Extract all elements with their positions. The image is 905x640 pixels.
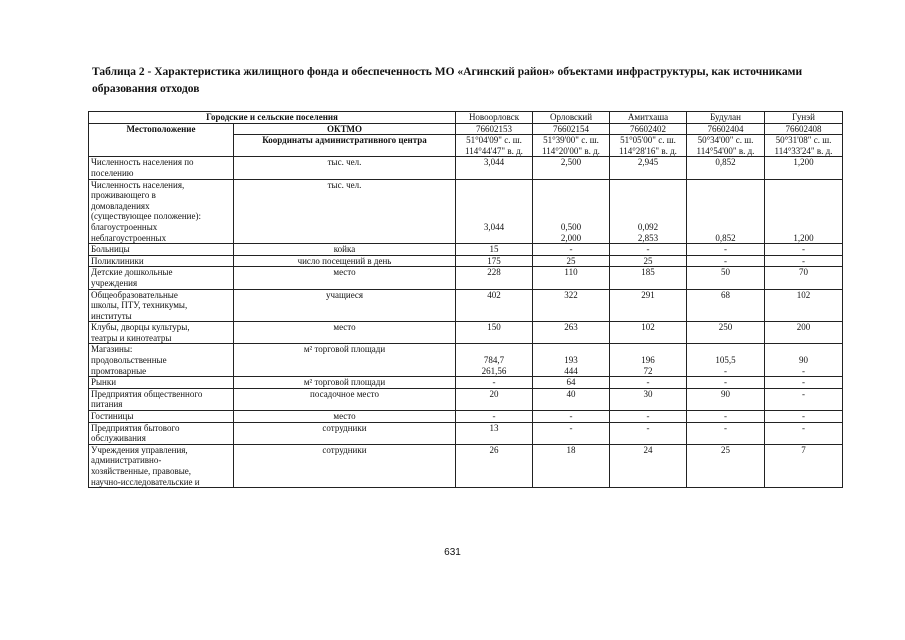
indicator-name	[89, 289, 234, 322]
value: 185	[641, 267, 655, 278]
value-cell	[610, 444, 687, 487]
value	[458, 211, 530, 222]
oktmo-code: 76602408	[765, 123, 843, 135]
value: -	[724, 244, 727, 255]
unit-cell: место	[234, 322, 456, 344]
value-cell	[533, 377, 610, 389]
value	[535, 201, 607, 212]
value: 24	[643, 444, 653, 455]
value-cell	[610, 377, 687, 389]
indicator-line: Поликлиники	[91, 255, 144, 266]
value: 444	[564, 365, 578, 376]
indicator-line: проживающего в	[91, 190, 156, 201]
value: 20	[489, 388, 499, 399]
value-cell	[456, 289, 533, 322]
unit-cell: посадочное место	[234, 388, 456, 410]
value-cell	[610, 411, 687, 423]
value: -	[724, 422, 727, 433]
value-cell	[765, 344, 843, 377]
value: -	[569, 411, 573, 422]
settlement-name: Будулан	[687, 112, 765, 124]
value	[458, 180, 530, 191]
settlement-name: Новоорловск	[456, 112, 533, 124]
value-cell	[610, 157, 687, 179]
indicator-line: Общеобразовательные	[91, 289, 178, 300]
longitude: 114°28'16" в. д.	[619, 145, 677, 156]
table-title: Таблица 2 - Характеристика жилищного фонда и обеспеченность МО «Агинский район» объектами инфраструктуры, как источниками образования отходов	[92, 66, 803, 95]
value: 261,56	[481, 365, 507, 376]
value	[767, 201, 840, 212]
value: 15	[489, 244, 499, 255]
value-cell	[610, 422, 687, 444]
value	[689, 344, 762, 355]
value-cell	[687, 157, 765, 179]
value: 2,945	[637, 157, 659, 168]
value: 90	[799, 355, 808, 366]
longitude: 114°33'24" в. д.	[774, 145, 833, 156]
indicator-name	[89, 267, 234, 289]
indicator-line: учреждения	[91, 277, 138, 288]
value-cell	[610, 244, 687, 256]
value-cell	[533, 255, 610, 267]
indicator-line: институты	[91, 310, 132, 321]
value: -	[724, 365, 727, 376]
value-cell	[765, 255, 843, 267]
table-row	[89, 344, 843, 377]
indicator-line: Численность населения по	[91, 157, 194, 168]
oktmo-code: 76602402	[610, 123, 687, 135]
value: 30	[643, 388, 653, 399]
value: 0,852	[715, 232, 736, 243]
indicator-name	[89, 444, 234, 487]
value: -	[646, 422, 650, 433]
coords-cell	[765, 135, 843, 157]
unit-cell: число посещений в день	[234, 255, 456, 267]
value: 64	[566, 377, 576, 388]
indicator-line: школы, ПТУ, техникумы,	[91, 300, 188, 311]
value: -	[646, 377, 650, 388]
settlement-name: Орловский	[533, 112, 610, 124]
value-cell	[765, 322, 843, 344]
value	[612, 180, 684, 191]
indicator-name	[89, 388, 234, 410]
value	[458, 190, 530, 201]
value-cell	[687, 344, 765, 377]
indicator-name	[89, 244, 234, 256]
indicator-line: Численность населения,	[91, 179, 185, 190]
indicator-line: домовладениях	[91, 200, 150, 211]
value-cell	[687, 422, 765, 444]
value: 2,000	[560, 232, 582, 243]
unit-cell: тыс. чел.	[234, 179, 456, 244]
value: 0,092	[637, 221, 659, 232]
value	[535, 211, 607, 222]
indicator-line: хозяйственные, правовые,	[91, 466, 192, 476]
value-cell	[765, 388, 843, 410]
unit-cell: м² торговой площади	[234, 344, 456, 377]
indicator-line: Предприятия бытового	[91, 422, 180, 433]
value: -	[569, 422, 573, 433]
value: 105,5	[715, 355, 736, 366]
oktmo-code: 76602154	[533, 123, 610, 135]
value: 18	[566, 444, 576, 455]
value: 291	[641, 289, 655, 300]
table-row	[89, 411, 843, 423]
value-cell	[765, 157, 843, 179]
coords-header: Координаты административного центра	[234, 135, 456, 157]
header-row-names	[89, 112, 843, 124]
value: 13	[489, 422, 499, 433]
oktmo-header: ОКТМО	[234, 123, 456, 135]
value	[535, 180, 607, 191]
value-cell	[456, 179, 533, 244]
value-cell	[610, 322, 687, 344]
value: 0,852	[715, 157, 736, 168]
value	[767, 222, 840, 233]
value-cell	[765, 267, 843, 289]
unit-cell: койка	[234, 244, 456, 256]
value: 175	[487, 255, 501, 266]
latitude: 51°39'00" с. ш.	[543, 135, 599, 146]
value: 228	[487, 267, 501, 278]
value-cell	[610, 255, 687, 267]
indicator-line: Рынки	[91, 377, 117, 388]
settlement-name: Гунэй	[765, 112, 843, 124]
indicator-name	[89, 422, 234, 444]
value-cell	[610, 179, 687, 244]
value-cell	[765, 244, 843, 256]
latitude: 50°31'08" с. ш.	[775, 135, 832, 146]
value: 68	[721, 289, 730, 300]
value-cell	[687, 179, 765, 244]
value: 40	[566, 388, 576, 399]
value	[612, 344, 684, 355]
oktmo-code: 76602153	[456, 123, 533, 135]
value-cell	[456, 377, 533, 389]
table-row	[89, 422, 843, 444]
value-cell	[687, 267, 765, 289]
table-row	[89, 377, 843, 389]
value-cell	[456, 411, 533, 423]
value: -	[802, 422, 805, 433]
value-cell	[765, 411, 843, 423]
value	[689, 201, 762, 212]
value-cell	[687, 322, 765, 344]
settlement-name: Амитхаша	[610, 112, 687, 124]
value: 110	[564, 267, 578, 278]
indicator-name	[89, 377, 234, 389]
value-cell	[456, 255, 533, 267]
value-cell	[456, 157, 533, 179]
value: 3,044	[483, 157, 505, 168]
value	[612, 211, 684, 222]
coords-cell	[610, 135, 687, 157]
value: -	[802, 365, 805, 376]
value	[612, 190, 684, 201]
value-cell	[533, 289, 610, 322]
indicator-line: промтоварные	[91, 365, 147, 376]
value-cell	[765, 289, 843, 322]
value-cell	[765, 422, 843, 444]
settlements-header: Городские и сельские поселения	[89, 112, 456, 124]
oktmo-code: 76602404	[687, 123, 765, 135]
value-cell	[533, 157, 610, 179]
indicator-line: неблагоустроенных	[91, 232, 167, 243]
value-cell	[687, 411, 765, 423]
value-cell	[456, 388, 533, 410]
value: 1,200	[793, 157, 814, 168]
value-cell	[765, 377, 843, 389]
longitude: 114°44'47" в. д.	[465, 145, 523, 156]
value: 402	[487, 289, 501, 300]
value	[458, 344, 530, 355]
value-cell	[610, 267, 687, 289]
value-cell	[687, 255, 765, 267]
value	[689, 190, 762, 201]
value: 25	[721, 444, 730, 455]
indicator-line: благоустроенных	[91, 221, 158, 232]
value-cell	[456, 322, 533, 344]
value-cell	[610, 289, 687, 322]
value-cell	[533, 388, 610, 410]
indicator-line: Гостиницы	[91, 411, 134, 422]
table-row	[89, 322, 843, 344]
value: 200	[796, 322, 811, 333]
indicator-line: научно-исследовательские и	[91, 476, 200, 487]
table-row	[89, 179, 843, 244]
value	[458, 233, 530, 244]
table-row	[89, 267, 843, 289]
unit-cell: сотрудники	[234, 444, 456, 487]
value-cell	[687, 289, 765, 322]
table-row	[89, 244, 843, 256]
value-cell	[765, 444, 843, 487]
value: -	[802, 244, 805, 255]
indicator-line: поселению	[91, 167, 134, 178]
value: 50	[721, 267, 730, 278]
value-cell	[610, 388, 687, 410]
value	[767, 180, 840, 191]
value: 2,853	[637, 232, 659, 243]
value-cell	[687, 388, 765, 410]
value	[767, 211, 840, 222]
value-cell	[765, 179, 843, 244]
value-cell	[533, 322, 610, 344]
value: 25	[566, 255, 576, 266]
latitude: 51°04'09" с. ш.	[466, 135, 522, 146]
value: -	[802, 388, 805, 399]
table-row	[89, 388, 843, 410]
value: 1,200	[793, 232, 814, 243]
indicator-line: Учреждения управления,	[91, 444, 188, 455]
value: -	[724, 411, 727, 422]
value: -	[646, 244, 650, 255]
indicator-line: питания	[91, 399, 123, 410]
unit-cell: место	[234, 411, 456, 423]
longitude: 114°54'00" в. д.	[696, 145, 755, 156]
value-cell	[687, 444, 765, 487]
value: 72	[643, 365, 653, 376]
coords-cell	[533, 135, 610, 157]
indicator-line: (существующее положение):	[91, 211, 201, 222]
indicator-line: Детские дошкольные	[91, 267, 173, 278]
value: -	[492, 411, 496, 422]
value: -	[492, 377, 496, 388]
value: 25	[643, 255, 653, 266]
value: -	[724, 255, 727, 266]
value: -	[646, 411, 650, 422]
indicator-line: административно-	[91, 455, 162, 466]
value: 0,500	[560, 221, 582, 232]
indicator-name	[89, 255, 234, 267]
value	[689, 211, 762, 222]
value: 263	[564, 322, 578, 333]
value: 26	[489, 444, 499, 455]
location-header: Местоположение	[89, 123, 234, 157]
value-cell	[456, 444, 533, 487]
value: -	[802, 411, 805, 422]
header-row-oktmo	[89, 123, 843, 135]
value-cell	[533, 267, 610, 289]
value	[767, 190, 840, 201]
value-cell	[687, 377, 765, 389]
value-cell	[456, 244, 533, 256]
value: 102	[796, 289, 811, 300]
housing-infrastructure-table	[88, 111, 843, 488]
value-cell	[533, 344, 610, 377]
indicator-line: обслуживания	[91, 433, 146, 444]
value-cell	[687, 244, 765, 256]
value: 102	[641, 322, 655, 333]
indicator-name	[89, 411, 234, 423]
unit-cell: место	[234, 267, 456, 289]
value: 784,7	[483, 355, 505, 366]
indicator-name	[89, 157, 234, 179]
unit-cell: учащиеся	[234, 289, 456, 322]
value-cell	[533, 444, 610, 487]
indicator-name	[89, 344, 234, 377]
value: 250	[718, 322, 733, 333]
value-cell	[610, 344, 687, 377]
value-cell	[533, 411, 610, 423]
value-cell	[533, 179, 610, 244]
value: -	[724, 377, 727, 388]
indicator-name	[89, 179, 234, 244]
table-row	[89, 157, 843, 179]
value: -	[569, 244, 573, 255]
indicator-line: продовольственные	[91, 355, 167, 366]
value	[689, 222, 762, 233]
value-cell	[533, 422, 610, 444]
value: 193	[564, 355, 578, 366]
value: 2,500	[560, 157, 582, 168]
value: -	[802, 377, 805, 388]
unit-cell: м² торговой площади	[234, 377, 456, 389]
value	[458, 201, 530, 212]
value	[767, 344, 840, 355]
value: 196	[641, 355, 655, 366]
value	[535, 190, 607, 201]
value	[689, 180, 762, 191]
value: 70	[799, 267, 808, 278]
value: 150	[487, 322, 501, 333]
coords-cell	[456, 135, 533, 157]
value	[535, 344, 607, 355]
latitude: 51°05'00" с. ш.	[620, 135, 676, 146]
page-number: 631	[444, 547, 461, 558]
value: 322	[564, 289, 578, 300]
unit-cell: сотрудники	[234, 422, 456, 444]
value-cell	[456, 422, 533, 444]
value-cell	[456, 344, 533, 377]
table-row	[89, 289, 843, 322]
longitude: 114°20'00" в. д.	[542, 145, 600, 156]
table-row	[89, 444, 843, 487]
value: 7	[801, 444, 806, 455]
unit-cell: тыс. чел.	[234, 157, 456, 179]
indicator-line: Магазины:	[91, 344, 133, 355]
value: 90	[721, 388, 730, 399]
indicator-line: Больницы	[91, 244, 130, 255]
indicator-line: Клубы, дворцы культуры,	[91, 322, 190, 333]
coords-cell	[687, 135, 765, 157]
indicator-name	[89, 322, 234, 344]
value: 3,044	[483, 221, 505, 232]
latitude: 50°34'00" с. ш.	[697, 135, 754, 146]
value	[612, 201, 684, 212]
indicator-line: театры и кинотеатры	[91, 332, 172, 343]
value-cell	[533, 244, 610, 256]
value: -	[802, 255, 805, 266]
value-cell	[456, 267, 533, 289]
indicator-line: Предприятия общественного	[91, 388, 203, 399]
table-row	[89, 255, 843, 267]
